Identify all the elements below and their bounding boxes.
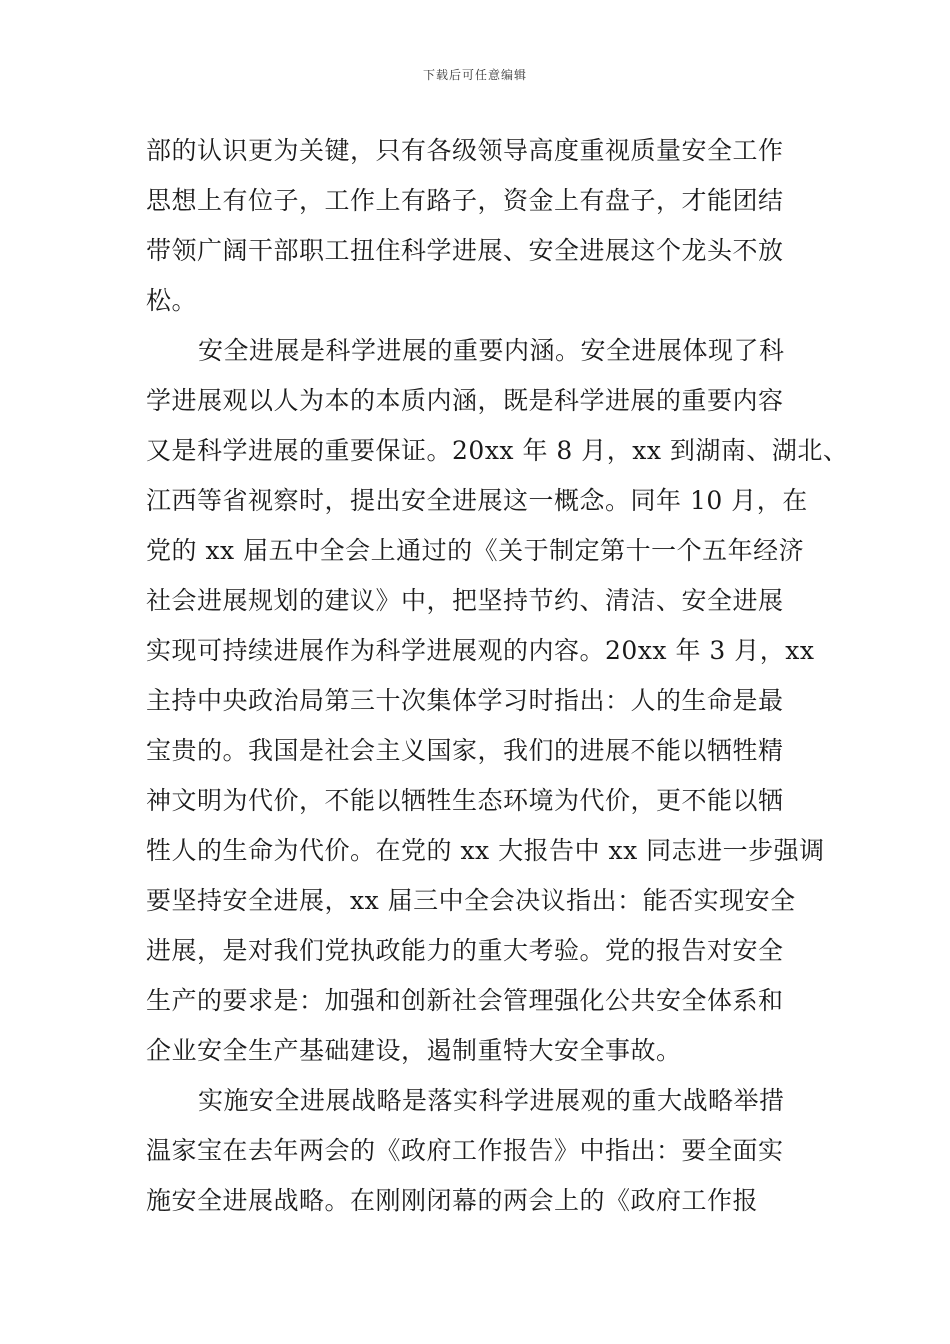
page-header: 下载后可任意编辑 [422, 68, 527, 82]
paragraph-2-line-10: 神文明为代价，不能以牺牲生态环境为代价，更不能以牺 [146, 786, 784, 815]
paragraph-1-line-3: 带领广阔干部职工扭住科学进展、安全进展这个龙头不放 [146, 236, 784, 265]
paragraph-2-line-12: 要坚持安全进展，xx 届三中全会决议指出：能否实现安全 [146, 886, 796, 915]
paragraph-3-line-3: 施安全进展战略。在刚刚闭幕的两会上的《政府工作报 [146, 1186, 759, 1215]
paragraph-2-line-9: 宝贵的。我国是社会主义国家，我们的进展不能以牺牲精 [146, 736, 784, 765]
paragraph-2-line-7: 实现可持续进展作为科学进展观的内容。20xx 年 3 月，xx [146, 636, 815, 665]
paragraph-2-line-1: 安全进展是科学进展的重要内涵。安全进展体现了科 [198, 336, 785, 365]
paragraph-1-line-2: 思想上有位子，工作上有路子，资金上有盘子，才能团结 [146, 186, 784, 215]
document-body [146, 126, 849, 1226]
paragraph-2-line-6: 社会进展规划的建议》中，把坚持节约、清洁、安全进展 [146, 586, 784, 615]
paragraph-2-line-11: 牲人的生命为代价。在党的 xx 大报告中 xx 同志进一步强调 [146, 836, 825, 865]
paragraph-2-line-2: 学进展观以人为本的本质内涵，既是科学进展的重要内容 [146, 386, 784, 415]
paragraph-1-line-4: 松。 [146, 286, 198, 315]
paragraph-2-line-3: 又是科学进展的重要保证。20xx 年 8 月，xx 到湖南、湖北、 [146, 436, 849, 465]
paragraph-1-line-1: 部的认识更为关键，只有各级领导高度重视质量安全工作 [146, 136, 784, 165]
paragraph-3-line-2: 温家宝在去年两会的《政府工作报告》中指出：要全面实 [146, 1136, 784, 1165]
paragraph-2-line-8: 主持中央政治局第三十次集体学习时指出：人的生命是最 [146, 686, 784, 715]
paragraph-2-line-13: 进展，是对我们党执政能力的重大考验。党的报告对安全 [146, 936, 784, 965]
paragraph-3-line-1: 实施安全进展战略是落实科学进展观的重大战略举措 [198, 1086, 785, 1115]
paragraph-2-line-14: 生产的要求是：加强和创新社会管理强化公共安全体系和 [146, 986, 784, 1015]
paragraph-2-line-4: 江西等省视察时，提出安全进展这一概念。同年 10 月，在 [146, 486, 808, 515]
paragraph-2-line-5: 党的 xx 届五中全会上通过的《关于制定第十一个五年经济 [146, 536, 805, 565]
paragraph-2-line-15: 企业安全生产基础建设，遏制重特大安全事故。 [146, 1036, 682, 1065]
